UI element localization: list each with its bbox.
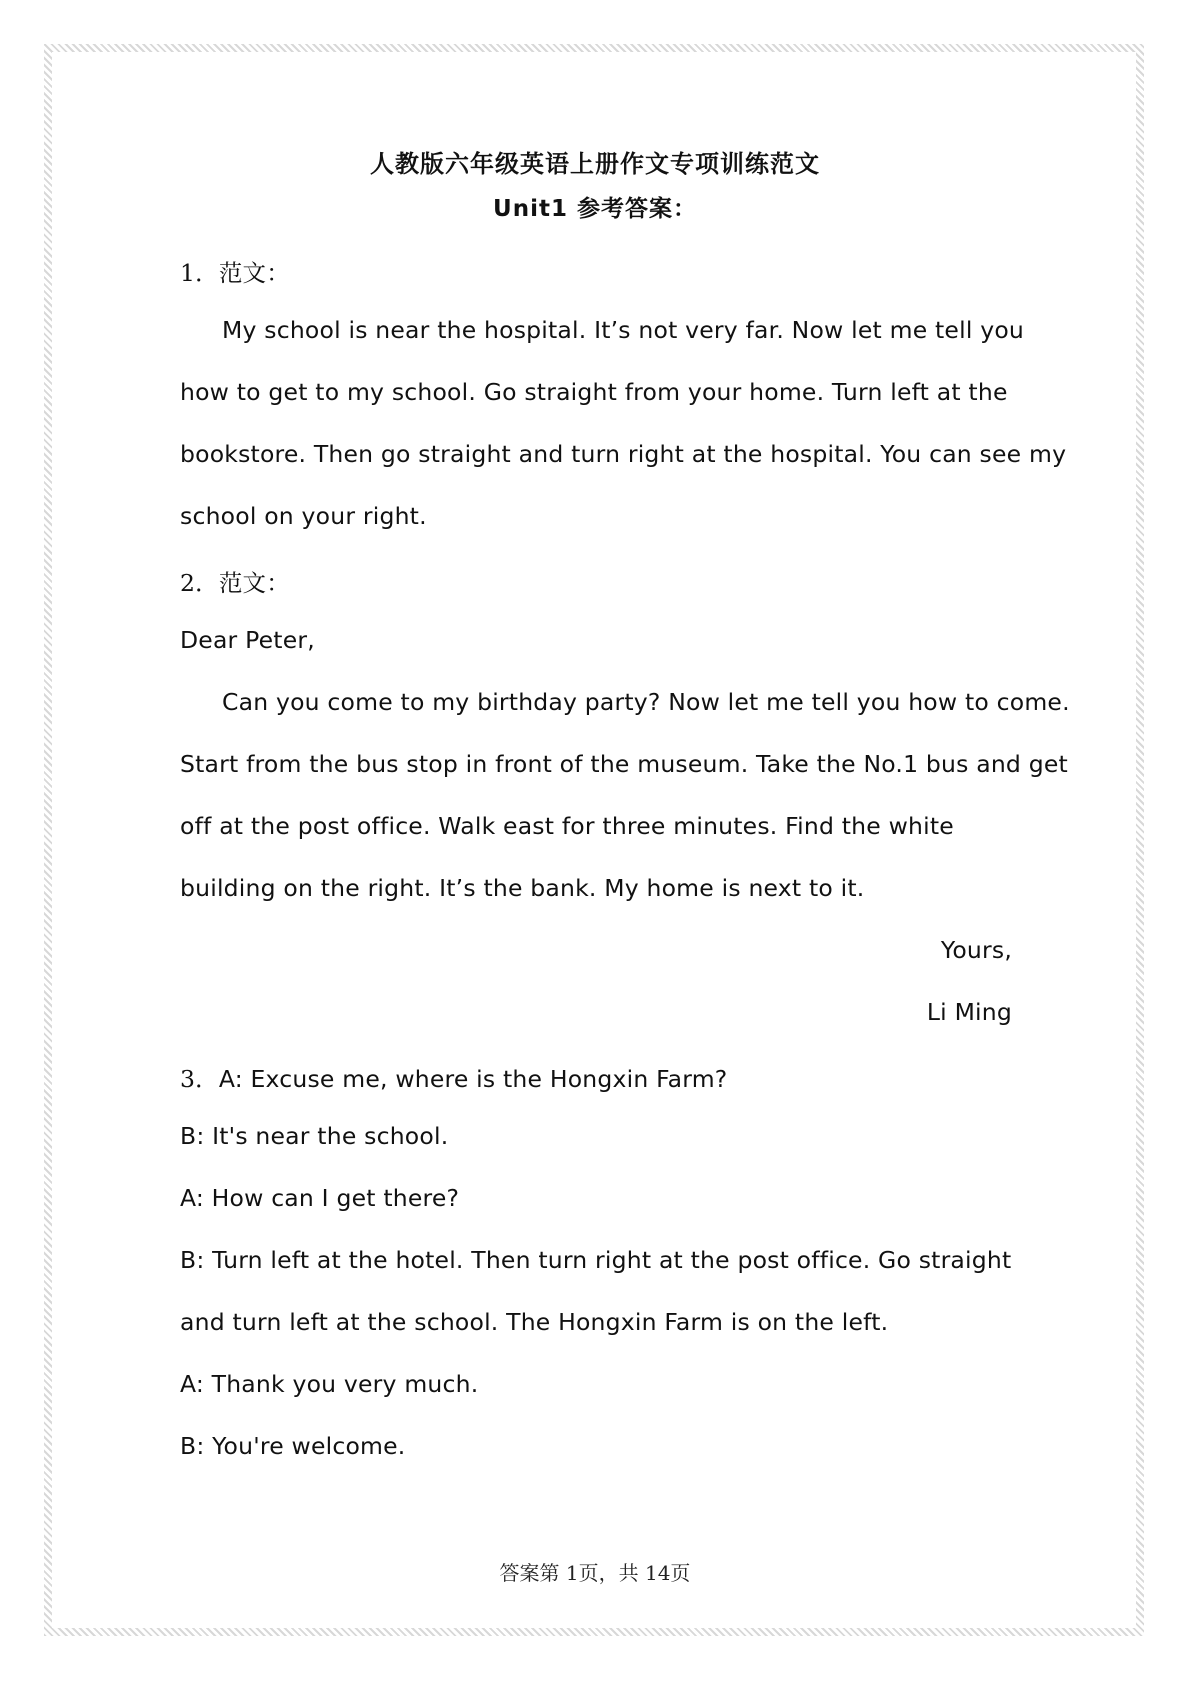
dialog-line-4: B: Turn left at the hotel. Then turn right at the post office. Go straight <box>180 1246 1012 1274</box>
item-2-line-2: Start from the bus stop in front of the museum. Take the No.1 bus and get <box>180 750 1068 778</box>
letter-greeting: Dear Peter, <box>180 626 315 654</box>
item-2-line-4: building on the right. It’s the bank. My home is next to it. <box>180 874 865 902</box>
item-1-line-2: how to get to my school. Go straight from your home. Turn left at the <box>180 378 1008 406</box>
dialog-line-3: A: How can I get there? <box>180 1184 460 1212</box>
item-2-line-3: off at the post office. Walk east for three minutes. Find the white <box>180 812 954 840</box>
page-footer: 答案第 1页，共 14页 <box>499 1561 691 1585</box>
item-1-line-4: school on your right. <box>180 502 427 530</box>
item-2-line-1: Can you come to my birthday party? Now let me tell you how to come. <box>222 688 1070 716</box>
dialog-line-5: and turn left at the school. The Hongxin Farm is on the left. <box>180 1308 889 1336</box>
dialog-line-6: A: Thank you very much. <box>180 1370 479 1398</box>
item-1-line-1: My school is near the hospital. It’s not very far. Now let me tell you <box>222 316 1024 344</box>
item-2-label: 2．范文： <box>180 569 290 597</box>
item-3-first-line <box>180 1060 1020 1094</box>
dialog-line-7: B: You're welcome. <box>180 1432 406 1460</box>
item-3-label: 3． <box>180 1065 219 1093</box>
item-1-label: 1．范文： <box>180 259 290 287</box>
item-1-line-3: bookstore. Then go straight and turn right at the hospital. You can see my <box>180 440 1067 468</box>
letter-signature: Li Ming <box>926 998 1012 1026</box>
letter-closing: Yours, <box>940 936 1012 964</box>
dialog-line-2: B: It's near the school. <box>180 1122 449 1150</box>
document-subtitle: Unit1 参考答案： <box>493 196 697 222</box>
document-title: 人教版六年级英语上册作文专项训练范文 <box>370 149 820 178</box>
dialog-line-1: A: Excuse me, where is the Hongxin Farm? <box>218 1065 728 1093</box>
